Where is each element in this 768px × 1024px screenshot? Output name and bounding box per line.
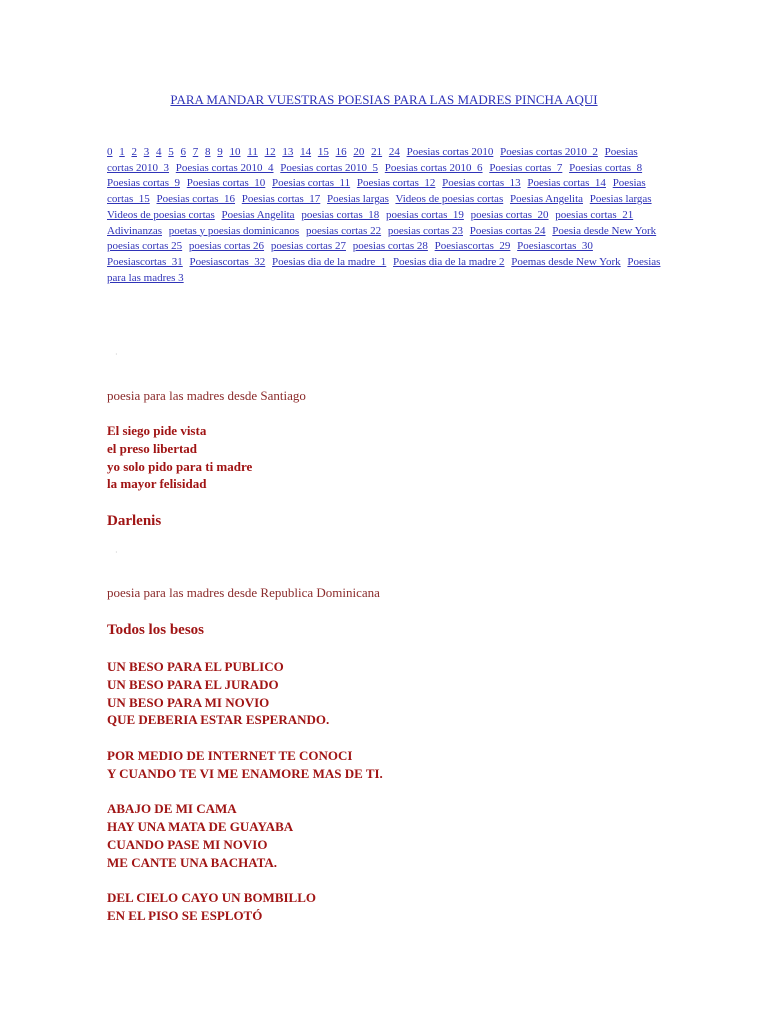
post1-intro: poesia para las madres desde Santiago [107, 388, 306, 403]
poem-line: POR MEDIO DE INTERNET TE CONOCI [107, 747, 353, 763]
nav-link[interactable]: 13 [282, 146, 294, 158]
nav-link[interactable]: Poesiascortas_29 [434, 240, 511, 253]
nav-link[interactable]: Poesias cortas_7 [489, 161, 563, 174]
nav-link[interactable]: 20 [353, 146, 365, 158]
nav-link[interactable]: poetas y poesias dominicanos [168, 224, 300, 237]
nav-link[interactable]: poesias cortas 25 [107, 240, 183, 253]
nav-link[interactable]: 24 [388, 146, 400, 158]
post1-author: Darlenis [107, 513, 162, 529]
nav-link[interactable]: Poesias cortas_15 [107, 177, 646, 206]
nav-link[interactable]: Poesias cortas_13 [442, 177, 521, 190]
nav-link[interactable]: 16 [335, 146, 347, 158]
nav-link[interactable]: 8 [205, 146, 211, 158]
nav-link[interactable]: Poesias para las madres 3 [107, 255, 661, 284]
poem-line: ME CANTE UNA BACHATA. [107, 854, 277, 870]
nav-link[interactable]: Poemas desde New York [511, 255, 621, 268]
nav-links-list [107, 145, 662, 286]
nav-link[interactable]: Adivinanzas [107, 224, 162, 237]
nav-link[interactable]: poesias cortas_18 [301, 208, 380, 221]
nav-link[interactable]: Poesiascortas_32 [189, 255, 266, 268]
nav-link[interactable]: 2 [131, 146, 137, 158]
nav-link[interactable]: Poesias Angelita [221, 208, 295, 221]
nav-link[interactable]: Videos de poesias cortas [107, 208, 215, 221]
nav-link[interactable]: Poesias cortas_10 [186, 177, 266, 190]
poem-line: el preso libertad [107, 440, 198, 456]
header-link-container [0, 92, 768, 108]
nav-link[interactable]: Poesiascortas_31 [107, 255, 183, 268]
poem-stanza [107, 747, 383, 783]
nav-link[interactable]: 0 [107, 146, 113, 158]
nav-link[interactable]: poesias cortas 28 [352, 240, 428, 253]
nav-link[interactable]: 9 [217, 146, 223, 158]
nav-link[interactable]: 1 [119, 146, 125, 158]
nav-link[interactable]: poesias cortas_21 [555, 208, 634, 221]
nav-link[interactable]: Poesias largas [589, 193, 652, 206]
nav-link[interactable]: Poesiascortas_30 [517, 240, 593, 253]
nav-link[interactable]: Poesias cortas 2010_6 [384, 161, 483, 174]
nav-link[interactable]: 6 [180, 146, 186, 158]
nav-link[interactable]: Poesias Angelita [509, 193, 584, 206]
poem-line: la mayor felisidad [107, 476, 207, 492]
post1-poem [107, 422, 252, 493]
separator-dot: · [115, 350, 118, 359]
poem-line: Y CUANDO TE VI ME ENAMORE MAS DE TI. [107, 765, 383, 781]
poem-line: HAY UNA MATA DE GUAYABA [107, 819, 294, 835]
poem-line: UN BESO PARA MI NOVIO [107, 694, 270, 710]
post2-intro: poesia para las madres desde Republica Dominicana [107, 585, 380, 600]
post2-poem [107, 658, 383, 943]
nav-link[interactable]: poesias cortas_20 [470, 208, 549, 221]
submit-poems-link[interactable]: PARA MANDAR VUESTRAS POESIAS PARA LAS MADRES PINCHA AQUI [170, 92, 598, 107]
poem-line: EN EL PISO SE ESPLOTÓ [107, 908, 263, 924]
poem-stanza [107, 800, 383, 871]
nav-link[interactable]: Poesias cortas 2010_4 [175, 161, 274, 174]
nav-link[interactable]: Poesias largas [327, 193, 389, 206]
nav-link[interactable]: Poesia desde New York [552, 224, 657, 237]
nav-link[interactable]: 3 [143, 146, 150, 158]
nav-link[interactable]: Poesias cortas_9 [107, 177, 181, 190]
nav-link[interactable]: 12 [264, 146, 276, 158]
poem-line: ABAJO DE MI CAMA [107, 801, 237, 817]
poem-line: DEL CIELO CAYO UN BOMBILLO [107, 890, 317, 906]
nav-link[interactable]: Poesias cortas_17 [241, 193, 321, 206]
nav-link[interactable]: poesias cortas_19 [385, 208, 464, 221]
nav-link[interactable]: Poesias cortas_11 [272, 177, 351, 190]
separator-dot: · [115, 548, 118, 557]
nav-link[interactable]: 5 [168, 146, 174, 158]
poem-line: yo solo pido para ti madre [107, 458, 253, 474]
nav-link[interactable]: 15 [317, 146, 329, 158]
poem-line: QUE DEBERIA ESTAR ESPERANDO. [107, 712, 330, 728]
post2-title: Todos los besos [107, 622, 204, 638]
nav-link[interactable]: Poesias dia de la madre 2 [393, 255, 505, 268]
nav-link[interactable]: Poesias cortas 24 [469, 224, 546, 237]
nav-link[interactable]: Poesias dia de la madre_1 [272, 255, 387, 268]
nav-link[interactable]: 7 [192, 146, 199, 158]
nav-link[interactable]: Poesias cortas 2010_2 [500, 146, 598, 158]
nav-link[interactable]: Poesias cortas_14 [527, 177, 606, 190]
nav-link[interactable]: poesias cortas 22 [305, 224, 382, 237]
nav-link[interactable]: 21 [371, 146, 383, 158]
nav-link[interactable]: Poesias cortas_8 [569, 161, 643, 174]
nav-link[interactable]: poesias cortas 27 [270, 240, 346, 253]
nav-link[interactable]: 4 [156, 146, 162, 158]
nav-link[interactable]: Poesias cortas 2010 [406, 146, 494, 158]
nav-link[interactable]: Poesias cortas 2010_3 [107, 146, 638, 174]
nav-link[interactable]: 10 [229, 146, 241, 158]
poem-line: CUANDO PASE MI NOVIO [107, 836, 268, 852]
nav-link[interactable]: 11 [247, 146, 258, 158]
poem-line: El siego pide vista [107, 423, 207, 438]
poem-line: UN BESO PARA EL JURADO [107, 676, 279, 692]
poem-stanza [107, 658, 383, 729]
poem-stanza [107, 889, 383, 925]
poem-line: UN BESO PARA EL PUBLICO [107, 659, 284, 674]
nav-link[interactable]: poesias cortas 26 [188, 240, 265, 253]
nav-link[interactable]: 14 [300, 146, 312, 158]
nav-link[interactable]: Poesias cortas_16 [156, 193, 236, 206]
nav-link[interactable]: poesias cortas 23 [387, 224, 463, 237]
nav-link[interactable]: Videos de poesias cortas [395, 193, 504, 206]
nav-link[interactable]: Poesias cortas 2010_5 [280, 161, 379, 174]
nav-link[interactable]: Poesias cortas_12 [356, 177, 436, 190]
